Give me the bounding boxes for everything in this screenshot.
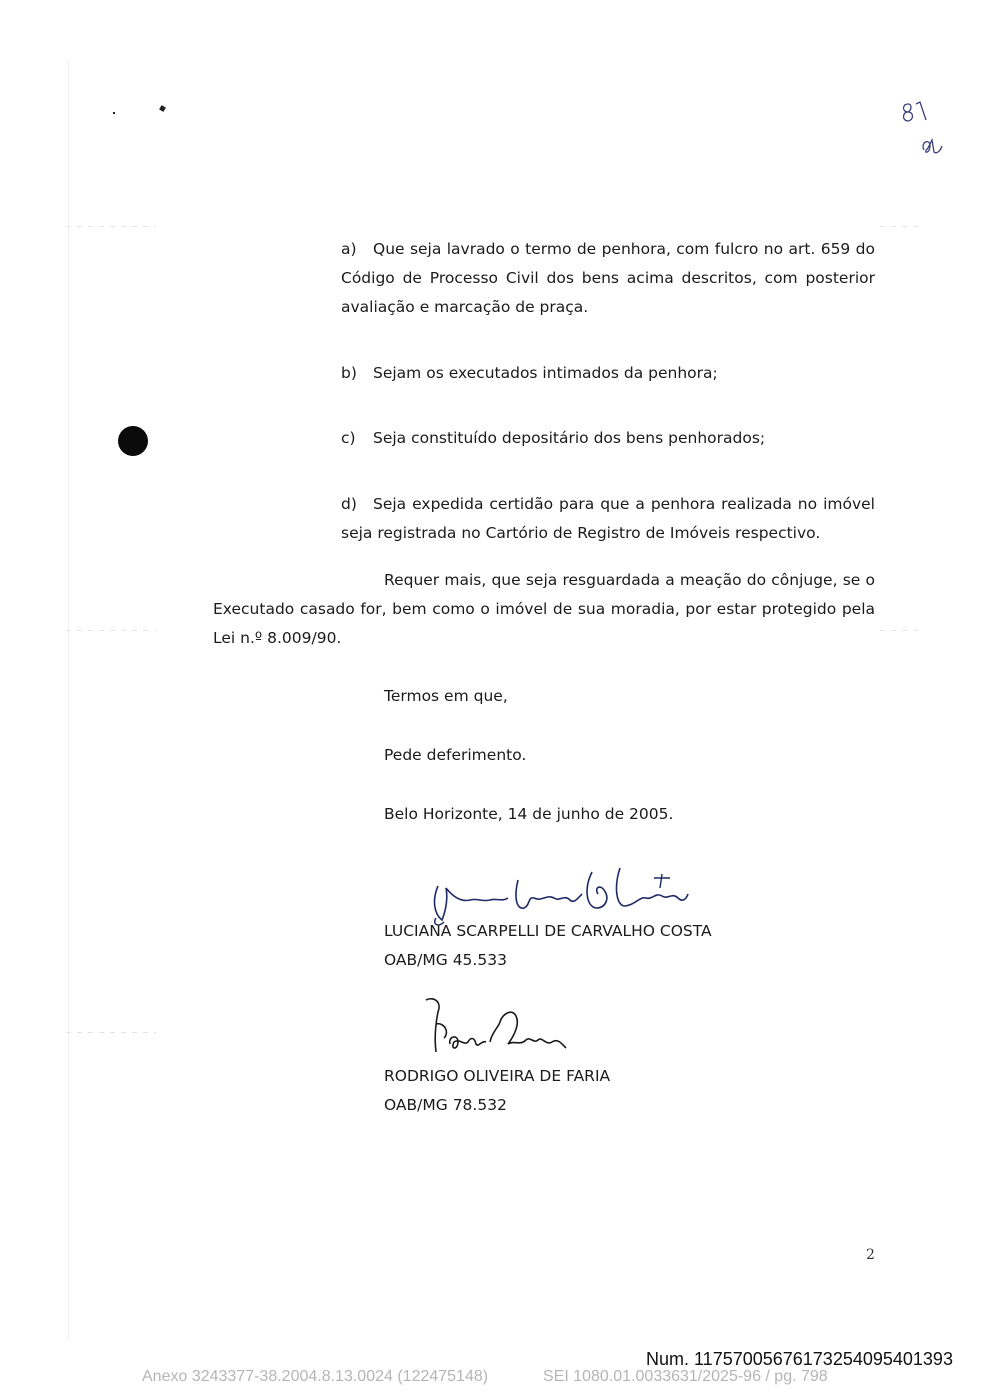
- scan-mark: [880, 226, 920, 227]
- scan-edge: [68, 60, 69, 1340]
- item-label: a): [341, 240, 357, 258]
- scan-speck: [159, 105, 166, 112]
- signatory-registration: OAB/MG 45.533: [384, 951, 507, 969]
- punch-hole: [118, 426, 148, 456]
- item-b: [341, 359, 718, 388]
- scan-speck: [113, 112, 115, 114]
- item-line: Seja constituído depositário dos bens penhorados;: [373, 429, 766, 447]
- item-d: [341, 490, 875, 548]
- signatory-name: LUCIANA SCARPELLI DE CARVALHO COSTA: [384, 922, 712, 940]
- signature-rodrigo: [420, 992, 580, 1062]
- item-line: Que seja lavrado o termo de penhora, com fulcro no art. 659 do: [373, 240, 875, 258]
- item-c: [341, 424, 765, 453]
- request-line: Executado casado for, bem como o imóvel de sua moradia, por estar protegido pela: [213, 600, 875, 618]
- item-a: [341, 235, 875, 322]
- request-paragraph: [213, 566, 875, 653]
- item-line: seja registrada no Cartório de Registro de Imóveis respectivo.: [341, 524, 821, 542]
- item-label: c): [341, 429, 356, 447]
- item-label: b): [341, 364, 357, 382]
- scan-mark: [880, 630, 920, 631]
- item-line: Seja expedida certidão para que a penhora realizada no imóvel: [373, 495, 875, 513]
- signatory-registration: OAB/MG 78.532: [384, 1096, 507, 1114]
- closing-request: Pede deferimento.: [384, 746, 527, 764]
- document-stamp-number: Num. 11757005676173254095401393: [646, 1349, 953, 1369]
- request-line: Lei n.º 8.009/90.: [213, 629, 342, 647]
- scan-mark: [66, 630, 156, 631]
- page-number: 2: [866, 1247, 875, 1263]
- request-line: Requer mais, que seja resguardada a meação do cônjuge, se o: [384, 571, 875, 589]
- item-line: Código de Processo Civil dos bens acima descritos, com posterior: [341, 269, 875, 287]
- scan-mark: [66, 1032, 156, 1033]
- handwritten-page-annotation: [898, 96, 950, 164]
- scan-mark: [66, 226, 156, 227]
- item-line: Sejam os executados intimados da penhora;: [373, 364, 718, 382]
- footer-annex: Anexo 3243377-38.2004.8.13.0024 (122475148): [142, 1368, 489, 1385]
- item-label: d): [341, 495, 357, 513]
- item-line: avaliação e marcação de praça.: [341, 298, 589, 316]
- place-date: Belo Horizonte, 14 de junho de 2005.: [384, 805, 674, 823]
- footer-sei: SEI 1080.01.0033631/2025-96 / pg. 798: [543, 1368, 828, 1385]
- signatory-name: RODRIGO OLIVEIRA DE FARIA: [384, 1067, 611, 1085]
- closing-terms: Termos em que,: [384, 687, 508, 705]
